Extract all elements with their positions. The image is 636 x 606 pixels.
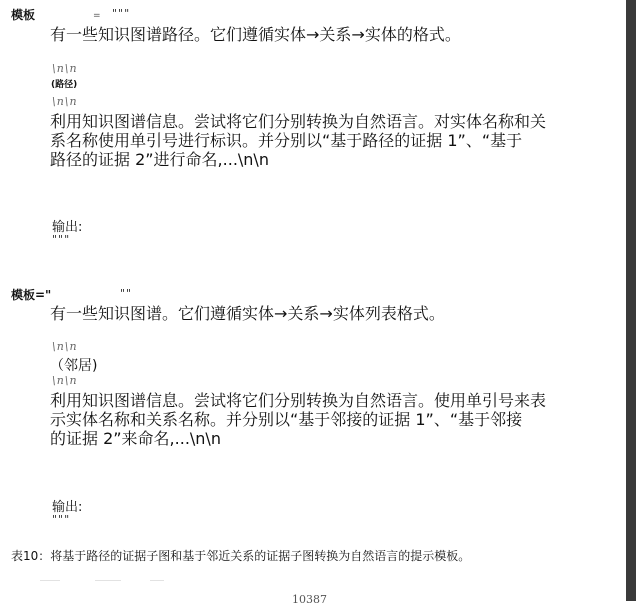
template2-output-label: 输出: [52,500,83,515]
template1-dash: = [93,11,101,21]
template1-instruction-line-2: 系名称使用单引号进行标识。并分别以“基于路径的证据 1”、“基于 [50,131,523,150]
template2-instruction-line-1: 利用知识图谱信息。尝试将它们分别转换为自然语言。使用单引号来表 [50,391,547,410]
template1-escape-b: \n\n [52,95,78,108]
template2-label: 模板=" [11,288,52,302]
faint-mark [95,580,121,581]
table-caption: 表10：将基于路径的证据子图和基于邻近关系的证据子图转换为自然语言的提示模板。 [11,549,471,563]
template2-intro: 有一些知识图谱。它们遵循实体→关系→实体列表格式。 [50,304,445,323]
template1-instruction-line-3: 路径的证据 2”进行命名,...\n\n [50,150,269,169]
template2-neighbor-tag: （邻居) [50,358,98,374]
faint-mark [150,580,164,581]
template2-open-quotes: "" [120,287,133,300]
template1-instruction-line-1: 利用知识图谱信息。尝试将它们分别转换为自然语言。对实体名称和关 [50,112,547,131]
right-window-border [626,0,636,601]
faint-mark [40,580,60,581]
template1-open-quotes: """ [112,7,131,20]
template2-instruction-line-3: 的证据 2”来命名,...\n\n [50,429,221,448]
template1-escape-a: \n\n [52,62,78,75]
template2-escape-a: \n\n [52,340,78,353]
template2-instruction-line-2: 示实体名称和关系名称。并分别以“基于邻接的证据 1”、“基于邻接 [50,410,523,429]
template2-escape-b: \n\n [52,374,78,387]
template1-path-tag: (路径) [51,80,78,90]
template1-intro: 有一些知识图谱路径。它们遵循实体→关系→实体的格式。 [50,25,461,44]
page-number: 10387 [292,593,327,606]
template1-output-label: 输出: [52,220,83,235]
template1-close-quotes: """ [52,233,71,246]
template2-close-quotes: """ [52,513,71,526]
template1-label: 模板 [11,8,36,22]
